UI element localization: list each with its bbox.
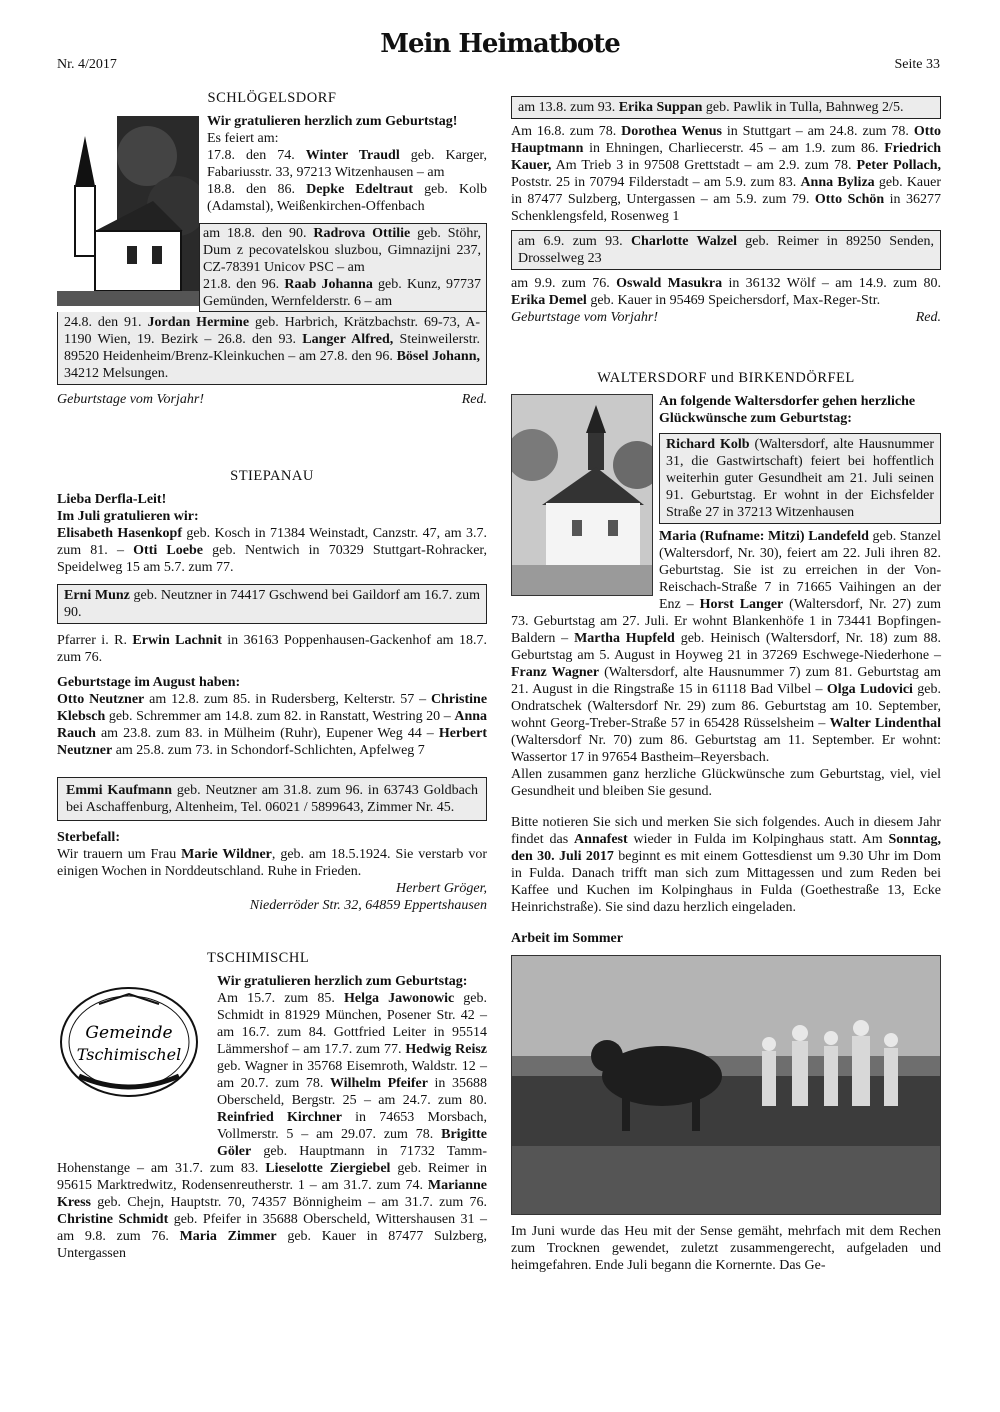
list-item: Elisabeth Hasenkopf geb. Kosch in 71384 Weinstadt, Canzstr. 47, am 3.7. zum 81. – Otti Loebe geb. Nentwich in 70329 Stuttgart-Rohracker, Speidelweg 15 am 5.7. zum 77.: [57, 526, 488, 575]
list-item: 24.8. den 91. Jordan Hermine geb. Harbrich, Krätzbachstr. 69-73, A-1190 Wien, 19. Bezirk – 26.8. den 93. Langer Alfred, Steinweilerstr. 89520 Heidenheim/Brenz-Kleinkuchen – am 27.8. den 96. Bösel Johann, 34212 Melsungen.: [64, 315, 481, 381]
list-item: Otto Neutzner am 12.8. zum 85. in Rudersberg, Kelterstr. 57 – Christine Klebsch geb. Schremmer am 14.8. zum 82. in Ranstatt, Westring 20 – Anna Rauch am 23.8. zum 83. in Mülheim (Ruhr), Eupener Weg 44 – Herbert Neutzner am 25.8. zum 73. in Schondorf-Schlichten, Apfelweg 7: [57, 692, 488, 758]
wishes-text: Allen zusammen ganz herzliche Glückwünsche zum Geburtstag, viel, viel Gesundheit und bleiben Sie gesund.: [511, 767, 941, 799]
list-item: 21.8. den 96. Raab Johanna geb. Kunz, 97737 Gemünden, Wernfelderstr. 6 – am: [203, 277, 482, 309]
section-title: TSCHIMISCHL: [207, 950, 310, 966]
list-text: Am 15.7. zum 85. Helga Jawonowic geb. Schmidt in 81929 München, Posener Str. 42 – am 16.7. zum 84. Gottfried Leiter in 95514 Lämmershof – am 17.7. zum 77. Hedwig Reisz geb. Wagner in 35768 Eisemroth, Waldstr. 12 – am 20.7. zum 78. Wilhelm Pfeifer in 35688 Oberscheld, Bergstr. 25 – am 24.7. zum 80. Reinfried Kirchner in 74653 Morsbach, Vollmerstr. 5 – am 29.07. zum 78. Brigitte Göler geb. Hauptmann in 71732 Tamm-Hohenstange – am 31.7. zum 83. Lieselotte Ziergiebel geb. Reimer in 95615 Marktredwitz, Rodensenreutherstr. 1 – am 31.7. zum 74. Marianne Kress geb. Chejn, Hauptstr. 70, 74357 Bönnigheim – am 31.7. zum 76. Christine Schmidt geb. Pfeifer in 35688 Oberscheld, Wittershausen 31 – am 9.8. zum 76. Maria Zimmer geb. Kauer in 87477 Sulzberg, Untergassen: [57, 991, 488, 1261]
svg-text:Tschimischel: Tschimischel: [76, 1045, 182, 1064]
issue-number: Nr. 4/2017: [57, 57, 117, 72]
highlight-box: Richard Kolb (Waltersdorf, alte Hausnummer 31, die Gastwirtschaft) feiert bei hoffentlich weiterhin guter Gesundheit am 21. Juli seinen 91. Geburtstag. Er wohnt in der Eichsfelder Straße 27 in 37213 Witzenhausen: [659, 433, 941, 524]
highlight-box: Emmi Kaufmann geb. Neutzner am 31.8. zum 96. in 63743 Goldbach bei Aschaffenburg, Altenheim, Tel. 06021 / 5899643, Zimmer Nr. 45.: [57, 777, 487, 821]
masthead-logo: Mein Heimatbote: [380, 29, 620, 59]
chapel-illustration: [512, 395, 652, 595]
highlight-box: Erni Munz geb. Neutzner in 74417 Gschwend bei Gaildorf am 16.7. zum 90.: [57, 584, 487, 624]
footer-line: Geburtstage vom Vorjahr! Red.: [57, 392, 487, 407]
right-column: [511, 96, 941, 1274]
congrats-heading: An folgende Waltersdorfer gehen herzliche Glückwünsche zum Geburtstag:: [659, 394, 916, 426]
chapel-photo: [511, 394, 653, 596]
community-seal: [59, 986, 199, 1098]
subheading: Im Juli gratulieren wir:: [57, 509, 199, 524]
list-item: Pfarrer i. R. Erwin Lachnit in 36163 Poppenhausen-Gackenhof am 18.7. zum 76.: [57, 633, 487, 665]
section-title: STIEPANAU: [230, 468, 314, 484]
page-number: Seite 33: [894, 57, 940, 72]
signature-address: Niederröder Str. 32, 64859 Eppertshausen: [249, 898, 487, 913]
highlight-box: [57, 223, 487, 312]
congrats-heading: Wir gratulieren herzlich zum Geburtstag:: [217, 974, 468, 989]
subheading: Sterbefall:: [57, 830, 120, 845]
svg-text:Gemeinde: Gemeinde: [85, 1023, 173, 1043]
harvest-illustration: [512, 956, 940, 1214]
section-schloegelsdorf: [57, 90, 487, 408]
section-tschimischl: [57, 950, 487, 1262]
list-text: am 9.9. zum 76. Oswald Masukra in 36132 Wölf – am 14.9. zum 80. Erika Demel geb. Kauer in 95469 Speichersdorf, Max-Reger-Str.: [511, 276, 942, 308]
list-text: Maria (Rufname: Mitzi) Landefeld geb. Stanzel (Waltersdorf, Nr. 30), feiert am 22. Juli ihren 82. Geburtstag. Sie ist zu erreichen in der Von-Reischach-Straße 7 in 71665 Vaihingen an der Enz – Horst Langer (Waltersdorf, Nr. 27) zum 73. Geburtstag am 27. Juli. Er wohnt Blankenhöfe 1 in 73441 Bopfingen-Baldern – Martha Hupfeld geb. Heinisch (Waltersdorf, Nr. 18) zum 88. Geburtstag am 5. August in Hoyweg 21 in 37269 Eschwege-Niederhone – Franz Wagner (Waltersdorf, alte Hausnummer 7) zum 81. Geburtstag am 21. August in die Ringstraße 15 in 61118 Bad Vilbel – Olga Ludovici geb. Ondratschek (Waltersdorf Nr. 29) zum 86. Geburtstag am 10. September, wohnt Georg-Treber-Straße 57 in 65428 Rüsselsheim – Walter Lindenthal (Waltersdorf Nr. 70) zum 86. Geburtstag am 11. September. Er wohnt: Wassertor 17 in 97654 Bastheim–Reyersbach.: [511, 529, 942, 765]
subheading: Geburtstage im August haben:: [57, 675, 241, 690]
section-title: SCHLÖGELSDORF: [207, 90, 337, 106]
list-item: am 18.8. den 90. Radrova Ottilie geb. Stöhr, Dum z pecovatelskou sluzbou, Gimnazijni 237, CZ-78391 Unicov PSC – am: [203, 226, 481, 275]
list-item: 18.8. den 86. Depke Edeltraut geb. Kolb (Adamstal), Weißenkirchen-Offenbach: [207, 182, 488, 214]
signature-name: Herbert Gröger,: [396, 881, 487, 896]
intro-text: Es feiert am:: [207, 131, 279, 146]
section-title: WALTERSDORF und BIRKENDÖRFEL: [597, 370, 855, 386]
subheading: Arbeit im Sommer: [511, 931, 623, 946]
greeting: Lieba Derfla-Leit!: [57, 492, 167, 507]
highlight-box: am 6.9. zum 93. Charlotte Walzel geb. Reimer in 89250 Senden, Drosselweg 23: [511, 230, 941, 270]
highlight-box-bottom: [57, 312, 487, 385]
section-stiepanau: [57, 468, 487, 914]
list-item: 17.8. den 74. Winter Traudl geb. Karger, Fabariusstr. 33, 97213 Witzenhausen – am: [207, 148, 488, 180]
congrats-heading: Wir gratulieren herzlich zum Geburtstag!: [207, 114, 458, 129]
section-waltersdorf: [511, 370, 941, 1274]
list-text: Am 16.8. zum 78. Dorothea Wenus in Stuttgart – am 24.8. zum 78. Otto Hauptmann in Ehningen, Charliecerstr. 45 – am 1.9. zum 86. Friedrich Kauer, Am Trieb 3 in 97508 Grettstadt – am 2.9. zum 78. Peter Pollach, Poststr. 25 in 70794 Filderstadt – am 5.9. zum 83. Anna Byliza geb. Kauer in 87477 Sulzberg, Untergassen – am 5.9. zum 79. Otto Schön in 36277 Schenklengsfeld, Rosenweg 1: [511, 124, 942, 224]
highlight-box: am 13.8. zum 93. Erika Suppan geb. Pawlik in Tulla, Bahnweg 2/5.: [511, 96, 941, 119]
obituary: Wir trauern um Frau Marie Wildner, geb. am 18.5.1924. Sie verstarb vor einigen Wochen in Norddeutschland. Ruhe in Frieden.: [57, 847, 487, 879]
announcement: Bitte notieren Sie sich und merken Sie sich folgendes. Auch in diesem Jahr findet das Annafest wieder in Fulda im Kolpinghaus statt. Am Sonntag, den 30. Juli 2017 beginnt es mit einem Gottesdienst um 9.30 Uhr im Dom in Fulda. Danach trifft man sich zum Mittagessen und zum Reden bei Kaffee und Kuchen im Kolpinghaus in Fulda (Goethestraße 13, Ecke Heinrichstraße). Sie sind dazu herzlich eingeladen.: [511, 815, 942, 915]
footer-line: Geburtstage vom Vorjahr! Red.: [511, 310, 941, 325]
harvest-photo: [511, 955, 941, 1215]
seal-illustration: [59, 986, 199, 1098]
photo-caption: Im Juni wurde das Heu mit der Sense gemäht, mehrfach mit dem Rechen zum Trocknen gewendet, zuletzt zusammengerecht, aufgeladen und heimgefahren. Ende Juli begann die Kornernte. Das Ge-: [511, 1224, 941, 1273]
left-column: [57, 90, 487, 1262]
